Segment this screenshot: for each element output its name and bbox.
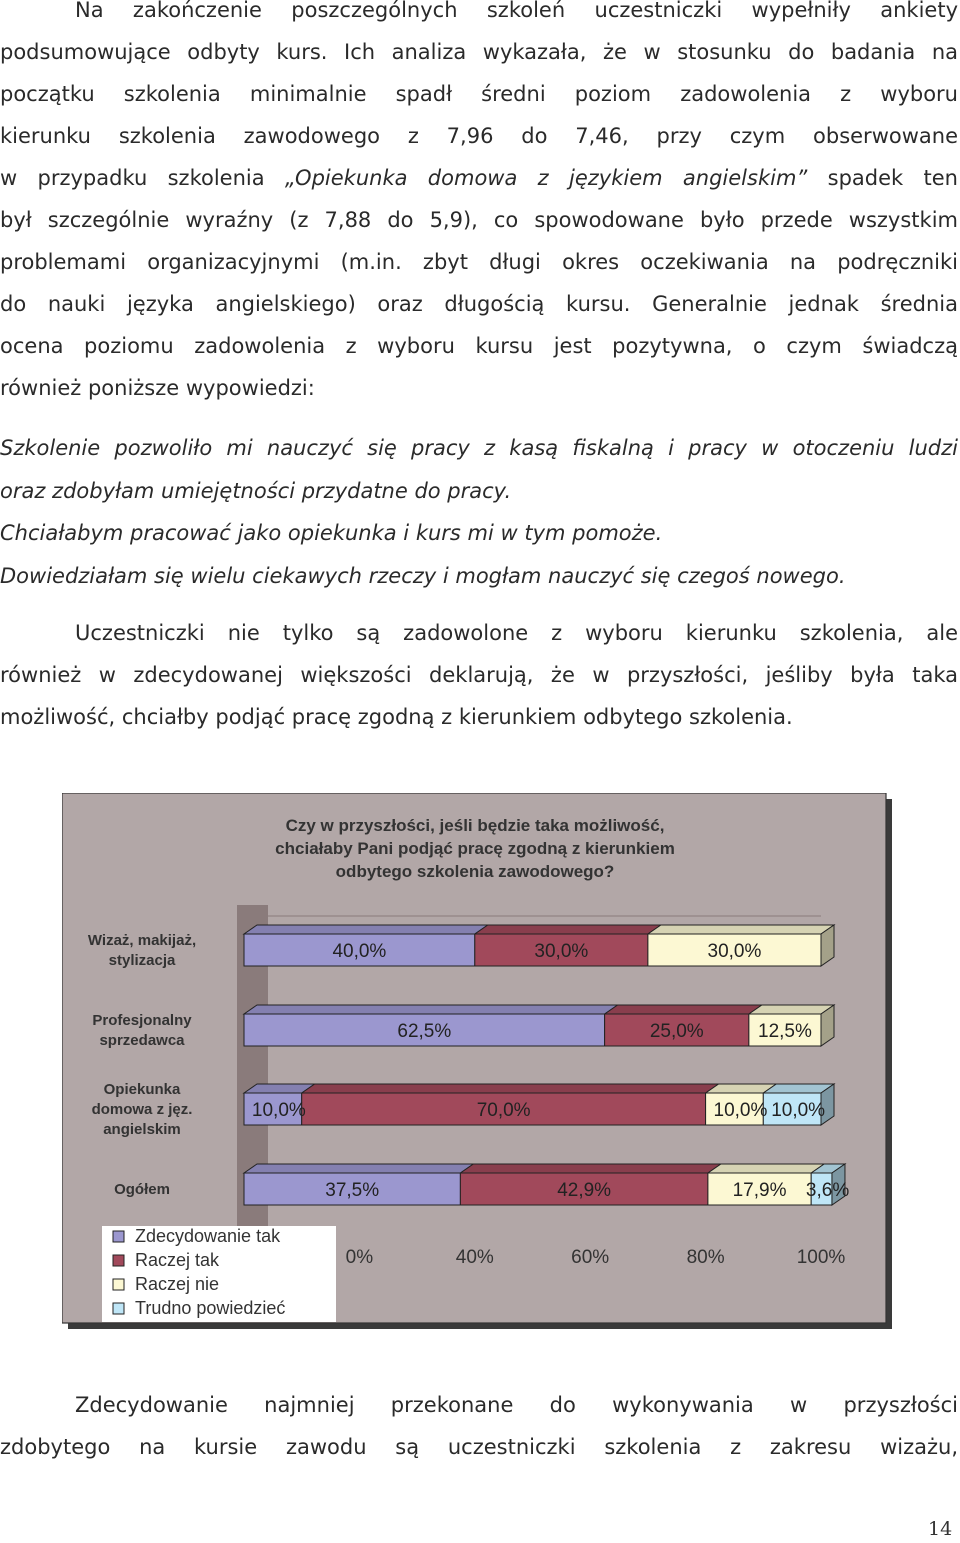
data-label: 12,5%	[758, 1021, 812, 1042]
chart-svg	[62, 793, 892, 1329]
stacked-bar-chart	[62, 793, 892, 1329]
text-line: problemami organizacyjnymi (m.in. zbyt długi okres oczekiwania na podręczniki	[0, 250, 958, 274]
bar-top	[244, 925, 488, 934]
quote-line: Chciałabym pracować jako opiekunka i kurs mi w tym pomoże.	[0, 521, 663, 545]
paragraph-intro	[0, 0, 958, 409]
bar-top	[749, 1005, 834, 1014]
legend-label: Trudno powiedzieć	[135, 1298, 286, 1318]
legend-swatch	[113, 1231, 124, 1242]
data-label: 70,0%	[476, 1100, 531, 1121]
chart-title-line: chciałaby Pani podjąć pracę zgodną z kierunkiem	[275, 839, 675, 858]
x-tick-label: 0%	[345, 1247, 374, 1268]
text-line: ocena poziomu zadowolenia z wyboru kursu jest pozytywna, o czym świadczą	[0, 334, 958, 358]
bar-top	[244, 1164, 473, 1173]
legend-swatch	[113, 1255, 124, 1266]
legend-swatch	[113, 1279, 124, 1290]
legend-label: Raczej nie	[135, 1274, 220, 1294]
data-label: 10,0%	[713, 1100, 768, 1121]
bar-top	[475, 925, 661, 934]
data-label: 42,9%	[557, 1180, 612, 1201]
chart-legend	[102, 1226, 336, 1322]
text-line: również poniższe wypowiedzi:	[0, 376, 315, 400]
text-line-prefix: w przypadku szkolenia	[0, 166, 285, 190]
participant-quotes	[0, 427, 958, 597]
x-tick-label: 40%	[455, 1247, 494, 1268]
data-label: 62,5%	[397, 1021, 452, 1042]
course-name-italic: „Opiekunka domowa z językiem angielskim”	[284, 166, 808, 190]
text-line: możliwość, chciałby podjąć pracę zgodną z kierunkiem odbytego szkolenia.	[0, 705, 793, 729]
bar-top	[460, 1164, 721, 1173]
quote-line: Dowiedziałam się wielu ciekawych rzeczy i mogłam nauczyć się czegoś nowego.	[0, 563, 846, 588]
category-label: Profesjonalny	[92, 1012, 192, 1029]
bar-top	[648, 925, 834, 934]
text-line	[0, 157, 958, 199]
text-line: do nauki języka angielskiego) oraz długością kursu. Generalnie jednak średnia	[0, 292, 958, 316]
paragraph-conclusion	[0, 1384, 958, 1468]
legend-label: Raczej tak	[135, 1250, 220, 1270]
text-line: Zdecydowanie najmniej przekonane do wykonywania w przyszłości	[75, 1393, 958, 1417]
x-tick-label: 60%	[571, 1247, 610, 1268]
data-label: 25,0%	[649, 1021, 704, 1042]
legend-label: Zdecydowanie tak	[135, 1226, 281, 1246]
category-label: stylizacja	[108, 952, 176, 969]
quote-line: oraz zdobyłam umiejętności przydatne do pracy.	[0, 478, 512, 503]
text-line: Na zakończenie poszczególnych szkoleń uczestniczki wypełniły ankiety	[75, 0, 958, 22]
bar-top	[605, 1005, 762, 1014]
chart-title-line: Czy w przyszłości, jeśli będzie taka możliwość,	[285, 816, 665, 835]
text-line: również w zdecydowanej większości deklarują, że w przyszłości, jeśliby była taka	[0, 663, 958, 687]
category-label: Opiekunka	[103, 1081, 181, 1098]
x-tick-label: 100%	[796, 1247, 846, 1268]
text-line: początku szkolenia minimalnie spadł średni poziom zadowolenia z wyboru	[0, 82, 958, 106]
category-label: Wizaż, makijaż,	[87, 932, 197, 949]
data-label: 10,0%	[771, 1100, 826, 1121]
text-line: był szczególnie wyraźny (z 7,88 do 5,9), co spowodowane było przede wszystkim	[0, 208, 958, 232]
bar-top	[302, 1084, 719, 1093]
bar-top	[708, 1164, 824, 1173]
category-label: Ogółem	[114, 1181, 170, 1198]
data-label: 30,0%	[707, 941, 762, 962]
text-line: kierunku szkolenia zawodowego z 7,96 do 7,46, przy czym obserwowane	[0, 124, 958, 148]
text-line: Uczestniczki nie tylko są zadowolone z wyboru kierunku szkolenia, ale	[75, 621, 958, 645]
x-tick-label: 80%	[686, 1247, 725, 1268]
data-label: 3,6%	[805, 1180, 850, 1201]
text-line: podsumowujące odbyty kurs. Ich analiza wykazała, że w stosunku do badania na	[0, 40, 958, 64]
text-line: zdobytego na kursie zawodu są uczestniczki szkolenia z zakresu wizażu,	[0, 1435, 958, 1459]
category-label: sprzedawca	[99, 1032, 185, 1049]
bar-top	[244, 1005, 618, 1014]
page-number: 14	[928, 1518, 953, 1540]
paragraph-future-work	[0, 612, 958, 738]
quote-line: Szkolenie pozwoliło mi nauczyć się pracy z kasą fiskalną i pracy w otoczeniu ludzi	[0, 436, 958, 460]
chart-title-line: odbytego szkolenia zawodowego?	[335, 862, 615, 881]
category-label: domowa z jęz.	[91, 1101, 193, 1118]
text-line-suffix: spadek ten	[827, 166, 958, 190]
data-label: 17,9%	[732, 1180, 787, 1201]
category-label: angielskim	[103, 1121, 181, 1138]
legend-swatch	[113, 1303, 124, 1314]
data-label: 30,0%	[534, 941, 589, 962]
data-label: 37,5%	[325, 1180, 380, 1201]
data-label: 40,0%	[332, 941, 387, 962]
data-label: 10,0%	[251, 1100, 306, 1121]
